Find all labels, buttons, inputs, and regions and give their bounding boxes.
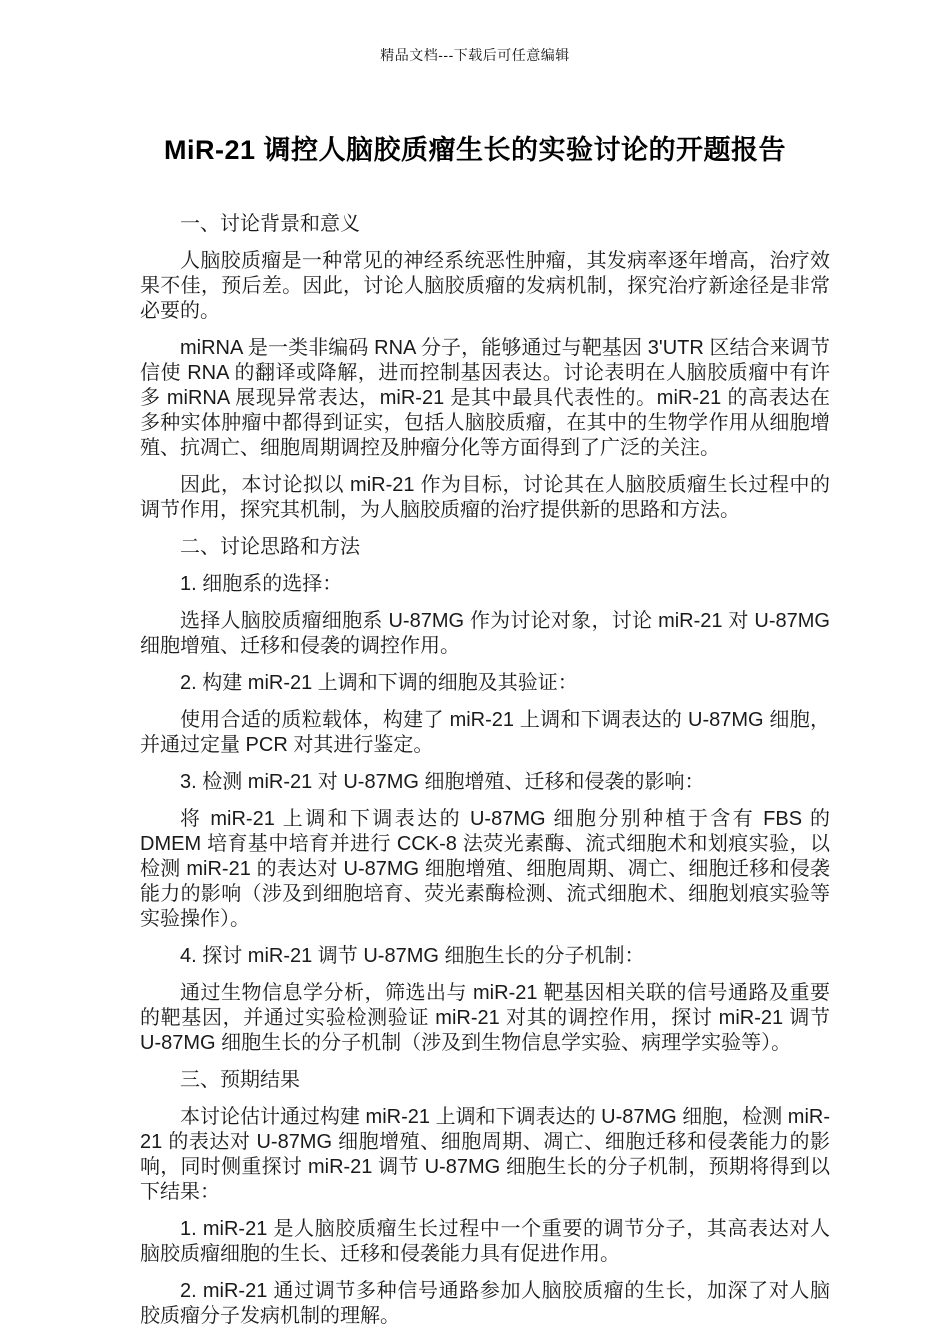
- document-title: MiR-21 调控人脑胶质瘤生长的实验讨论的开题报告: [163, 135, 786, 165]
- paragraph: miRNA 是一类非编码 RNA 分子，能够通过与靶基因 3'UTR 区结合来调节信使 RNA 的翻译或降解，进而控制基因表达。讨论表明在人脑胶质瘤中有许多 miRNA 展现异常表达，miR-21 是其中最具代表性的。miR-21 的高表达在多种实体肿瘤中都得到证实，包括人脑胶质瘤，在其中的生物学作用从细胞增殖、抗凋亡、细胞周期调控及肿瘤分化等方面得到了广泛的关注。: [140, 337, 830, 459]
- section-heading: 一、讨论背景和意义: [180, 213, 360, 235]
- paragraph: 使用合适的质粒载体，构建了 miR-21 上调和下调表达的 U-87MG 细胞，并通过定量 PCR 对其进行鉴定。: [140, 709, 830, 756]
- paragraph: 通过生物信息学分析，筛选出与 miR-21 靶基因相关联的信号通路及重要的靶基因，并通过实验检测验证 miR-21 对其的调控作用，探讨 miR-21 调节 U-87MG 细胞生长的分子机制（涉及到生物信息学实验、病理学实验等）。: [140, 982, 830, 1054]
- document-header-note: 精品文档---下载后可任意编辑: [380, 47, 570, 63]
- paragraph: 人脑胶质瘤是一种常见的神经系统恶性肿瘤，其发病率逐年增高，治疗效果不佳，预后差。因此，讨论人脑胶质瘤的发病机制，探究治疗新途径是非常必要的。: [140, 250, 830, 322]
- paragraph: 4. 探讨 miR-21 调节 U-87MG 细胞生长的分子机制：: [180, 945, 645, 967]
- paragraph: 将 miR-21 上调和下调表达的 U-87MG 细胞分别种植于含有 FBS 的 DMEM 培育基中培育并进行 CCK-8 法荧光素酶、流式细胞术和划痕实验，以检测 miR-21 的表达对 U-87MG 细胞增殖、细胞周期、凋亡、细胞迁移和侵袭能力的影响（涉及到细胞培育、荧光素酶检测、流式细胞术、细胞划痕实验等实验操作）。: [140, 808, 830, 930]
- section-heading: 二、讨论思路和方法: [180, 536, 360, 558]
- paragraph: 3. 检测 miR-21 对 U-87MG 细胞增殖、迁移和侵袭的影响：: [180, 771, 705, 793]
- paragraph: 选择人脑胶质瘤细胞系 U-87MG 作为讨论对象，讨论 miR-21 对 U-87MG 细胞增殖、迁移和侵袭的调控作用。: [140, 610, 830, 657]
- paragraph: 因此，本讨论拟以 miR-21 作为目标，讨论其在人脑胶质瘤生长过程中的调节作用，探究其机制，为人脑胶质瘤的治疗提供新的思路和方法。: [140, 474, 830, 521]
- paragraph: 2. miR-21 通过调节多种信号通路参加人脑胶质瘤的生长，加深了对人脑胶质瘤分子发病机制的理解。: [140, 1280, 830, 1327]
- paragraph: 本讨论估计通过构建 miR-21 上调和下调表达的 U-87MG 细胞，检测 miR-21 的表达对 U-87MG 细胞增殖、细胞周期、凋亡、细胞迁移和侵袭能力的影响，同时侧重探讨 miR-21 调节 U-87MG 细胞生长的分子机制，预期将得到以下结果：: [140, 1106, 831, 1203]
- paragraph: 1. miR-21 是人脑胶质瘤生长过程中一个重要的调节分子，其高表达对人脑胶质瘤细胞的生长、迁移和侵袭能力具有促进作用。: [140, 1218, 830, 1265]
- section-heading: 三、预期结果: [180, 1069, 300, 1091]
- paragraph: 2. 构建 miR-21 上调和下调的细胞及其验证：: [180, 672, 578, 694]
- paragraph: 1. 细胞系的选择：: [180, 573, 343, 595]
- document-body: [140, 212, 830, 1329]
